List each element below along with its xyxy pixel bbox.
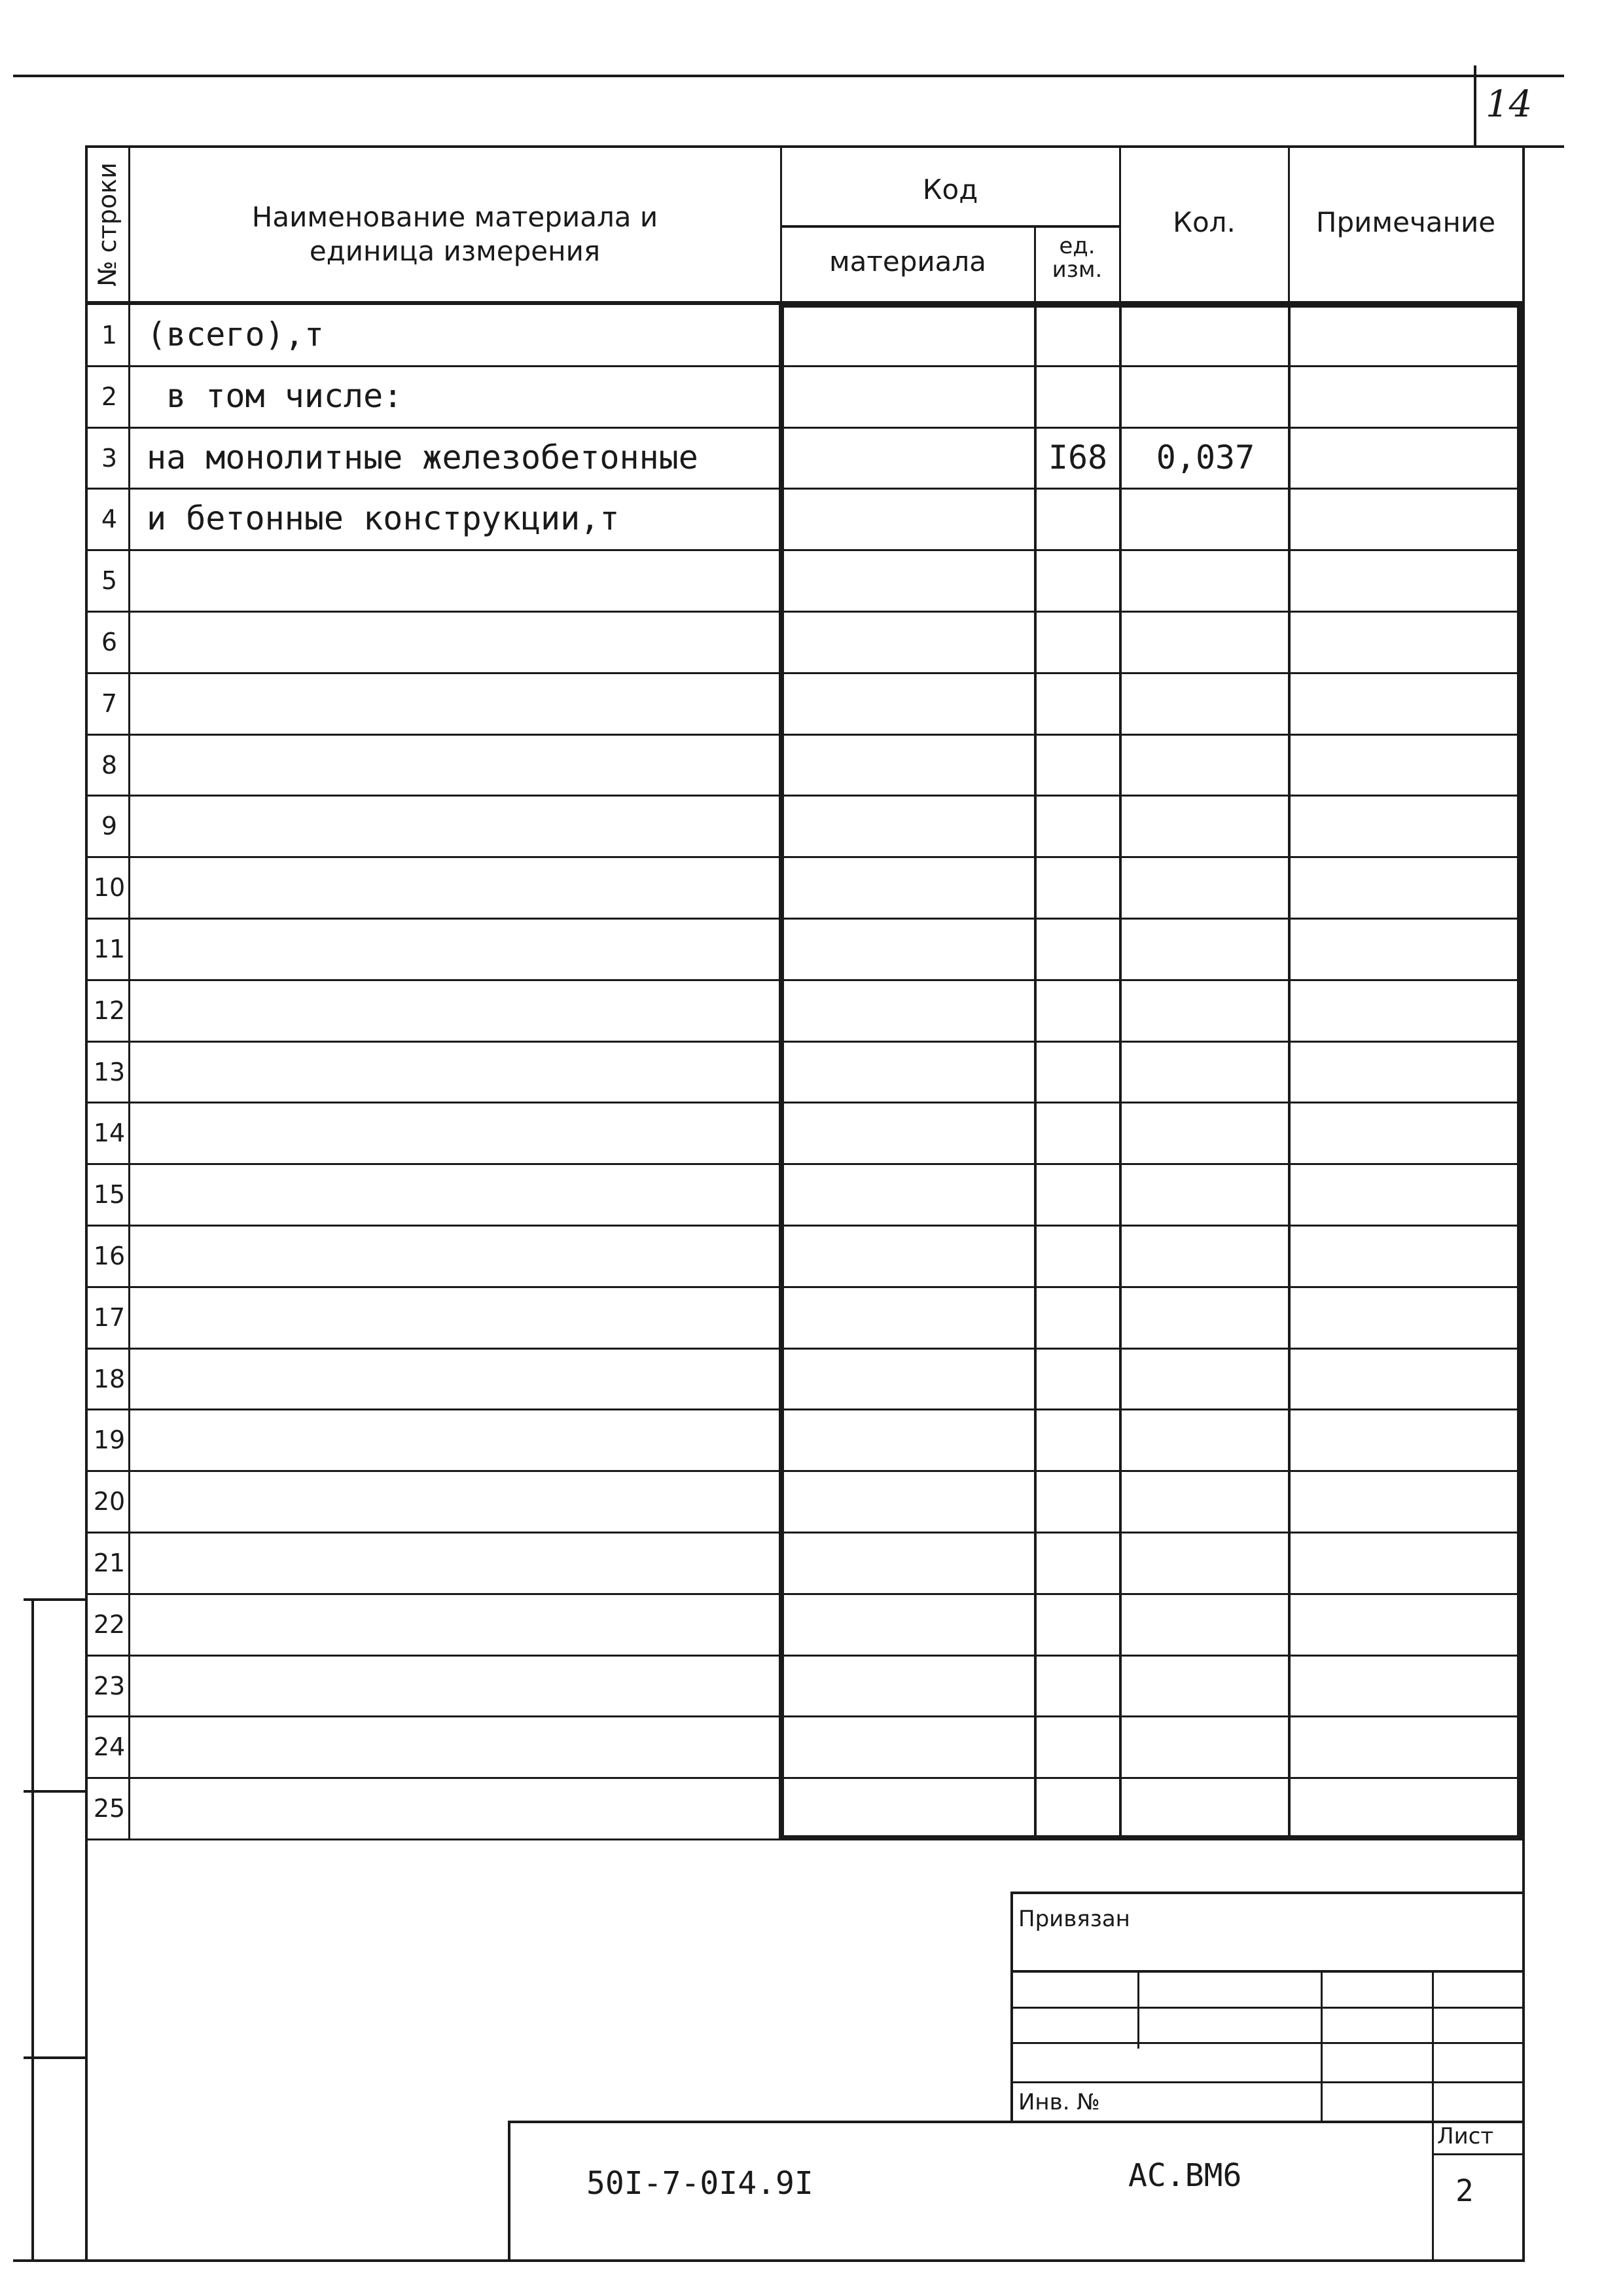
row-number: 9 — [101, 812, 118, 840]
row-line — [85, 918, 1525, 920]
header-code-material: материала — [829, 245, 986, 278]
frame-top-line — [85, 145, 1564, 148]
row-line — [85, 1532, 1525, 1534]
header-name-line1: Наименование материала и — [251, 201, 658, 233]
margin-mark-3 — [24, 2056, 86, 2059]
row-number: 6 — [101, 628, 118, 656]
row-line — [85, 488, 1525, 490]
row-name: и бетонные конструкции,т — [147, 499, 620, 537]
row-number: 7 — [101, 689, 118, 718]
row-number: 24 — [93, 1732, 126, 1761]
row-line — [85, 795, 1525, 797]
row-number: 20 — [93, 1487, 126, 1516]
row-number: 12 — [93, 996, 126, 1025]
stamp-grid-line-4 — [1010, 2081, 1525, 2083]
header-code-unit-1: ед. — [1059, 233, 1096, 259]
header-name-line2: единица измерения — [309, 235, 601, 267]
margin-mark-1 — [24, 1598, 86, 1601]
body-divider-qty — [1119, 302, 1122, 1840]
doc-mark: АС.ВМ6 — [1128, 2157, 1242, 2194]
top-border-line — [13, 75, 1564, 77]
row-line — [85, 365, 1525, 367]
header-bottom-line — [85, 301, 1525, 305]
row-line — [85, 427, 1525, 429]
header-code-unit-2: изм. — [1052, 257, 1103, 283]
header-code-underline — [780, 225, 1120, 228]
header-note: Примечание — [1315, 206, 1496, 238]
frame-right-line — [1522, 145, 1525, 2262]
stamp-grid-col-3 — [1432, 1970, 1434, 2259]
sheet-mark: 14 — [1486, 83, 1533, 126]
row-line — [85, 734, 1525, 736]
row-line — [85, 1470, 1525, 1472]
row-number: 11 — [93, 935, 126, 963]
row-line — [85, 672, 1525, 674]
sheet-label: Лист — [1437, 2123, 1494, 2149]
row-number: 2 — [101, 382, 118, 411]
row-number: 10 — [93, 873, 126, 902]
row-name: в том числе: — [147, 377, 403, 415]
row-line — [85, 1225, 1525, 1227]
frame-bottom-line — [13, 2259, 1525, 2262]
row-line — [85, 856, 1525, 858]
row-number: 21 — [93, 1549, 126, 1577]
row-line — [85, 1839, 1525, 1840]
row-line — [85, 549, 1525, 551]
frame-left-line — [85, 145, 88, 2262]
row-line — [85, 979, 1525, 981]
body-divider-unit — [1034, 302, 1037, 1840]
sheet-mark-box-left — [1474, 65, 1476, 145]
title-block-left — [508, 2121, 510, 2259]
row-number: 8 — [101, 751, 118, 780]
row-number: 18 — [93, 1365, 126, 1393]
stamp-bound-top — [1010, 1892, 1525, 1894]
row-number: 23 — [93, 1672, 126, 1700]
row-line — [85, 611, 1525, 613]
body-divider-note — [1288, 302, 1291, 1840]
row-unit: I68 — [1048, 439, 1108, 476]
row-qty: 0,037 — [1156, 439, 1255, 476]
margin-strip-line — [31, 1598, 34, 2259]
row-number: 19 — [93, 1426, 126, 1454]
header-row-no — [89, 149, 126, 300]
stamp-grid-line-3 — [1010, 2042, 1525, 2044]
row-number: 3 — [101, 444, 118, 473]
row-line — [85, 1593, 1525, 1595]
row-line — [85, 1041, 1525, 1043]
code-qty-note-box — [779, 302, 1522, 1840]
row-line — [85, 1286, 1525, 1288]
stamp-grid-col-1 — [1137, 1970, 1139, 2049]
row-number: 4 — [101, 505, 118, 533]
row-number: 17 — [93, 1303, 126, 1332]
stamp-grid-line-1 — [1010, 1970, 1525, 1973]
row-line — [85, 1102, 1525, 1103]
row-number: 16 — [93, 1242, 126, 1270]
row-name: (всего),т — [147, 315, 324, 353]
row-line — [85, 1408, 1525, 1410]
stamp-grid-line-2 — [1010, 2007, 1525, 2009]
row-line — [85, 1348, 1525, 1350]
stamp-grid-col-2 — [1321, 1970, 1323, 2121]
row-number: 22 — [93, 1610, 126, 1639]
stamp-bound-left — [1010, 1892, 1013, 2121]
row-number: 1 — [101, 321, 118, 350]
row-number: 14 — [93, 1119, 126, 1147]
margin-mark-2 — [24, 1790, 86, 1793]
row-line — [85, 1715, 1525, 1717]
stamp-bound-label: Привязан — [1018, 1906, 1130, 1932]
row-number: 13 — [93, 1058, 126, 1086]
row-line — [85, 1163, 1525, 1165]
title-block-top — [508, 2121, 1525, 2123]
header-qty: Кол. — [1173, 206, 1236, 238]
sheet-label-underline — [1432, 2153, 1525, 2155]
header-code: Код — [922, 173, 978, 206]
row-number: 15 — [93, 1180, 126, 1209]
row-line — [85, 1777, 1525, 1779]
row-line — [85, 1655, 1525, 1657]
stamp-inv-label: Инв. № — [1018, 2089, 1100, 2115]
row-name: на монолитные железобетонные — [147, 439, 698, 476]
row-number: 25 — [93, 1794, 126, 1823]
doc-code: 50I-7-0I4.9I — [586, 2165, 813, 2202]
header-divider-name — [780, 145, 782, 302]
header-row-no-text: № строки — [93, 162, 122, 287]
sheet-number: 2 — [1455, 2173, 1474, 2208]
row-number: 5 — [101, 566, 118, 595]
